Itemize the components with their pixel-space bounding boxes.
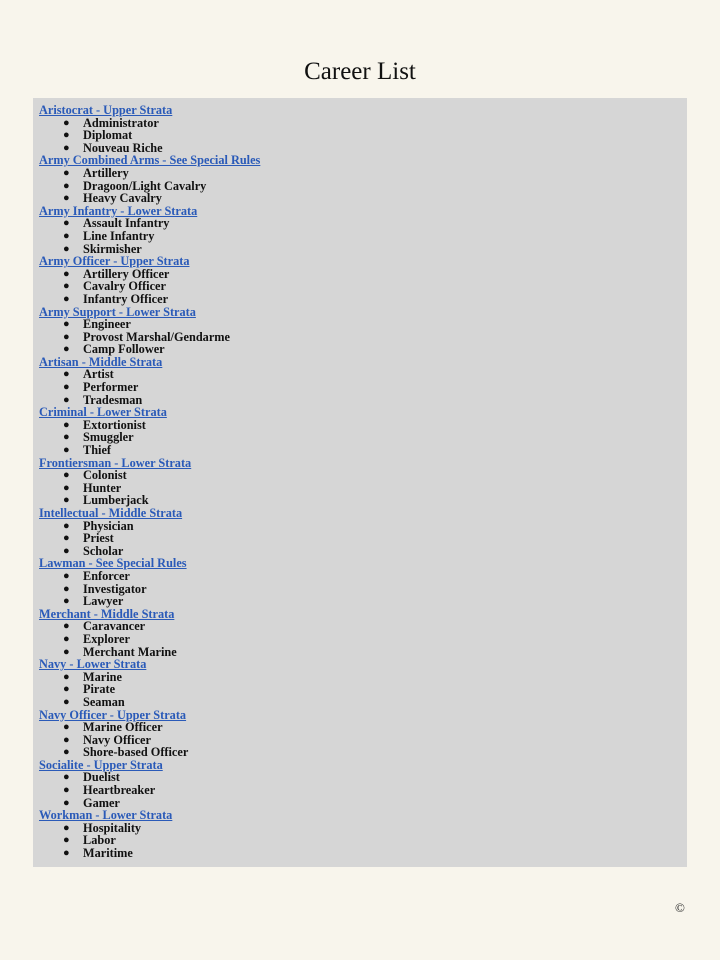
career-subitem <box>39 293 687 306</box>
career-subitem <box>39 646 687 659</box>
career-subitem-label: Lumberjack <box>83 493 149 508</box>
career-subitem-list <box>39 217 687 255</box>
career-heading-link[interactable]: Intellectual - Middle Strata <box>39 506 183 520</box>
career-subitem-list <box>39 268 687 306</box>
bullet-icon: ● <box>63 695 70 708</box>
bullet-icon: ● <box>63 129 70 142</box>
bullet-icon: ● <box>63 141 70 154</box>
career-subitem <box>39 142 687 155</box>
bullet-icon: ● <box>63 393 70 406</box>
career-subitem-label: Artillery Officer <box>83 266 170 281</box>
career-subitem-label: Explorer <box>83 631 130 646</box>
bullet-icon: ● <box>63 771 70 784</box>
career-subitem-label: Maritime <box>83 846 133 861</box>
career-subitem <box>39 797 687 810</box>
bullet-icon: ● <box>63 179 70 192</box>
bullet-icon: ● <box>63 267 70 280</box>
career-subitem <box>39 822 687 835</box>
career-heading-link[interactable]: Navy - Lower Strata <box>39 657 147 672</box>
career-heading-link[interactable]: Navy Officer - Upper Strata <box>39 707 187 722</box>
bullet-icon: ● <box>63 796 70 809</box>
bullet-icon: ● <box>63 494 70 507</box>
career-subitem-label: Colonist <box>83 468 127 483</box>
career-subitem <box>39 696 687 709</box>
bullet-icon: ● <box>63 217 70 230</box>
career-subitem <box>39 394 687 407</box>
bullet-icon: ● <box>63 620 70 633</box>
bullet-icon: ● <box>63 192 70 205</box>
career-subitem-label: Smuggler <box>83 430 134 445</box>
bullet-icon: ● <box>63 330 70 343</box>
career-subitem-label: Hospitality <box>83 820 142 835</box>
career-subitem-list <box>39 520 687 558</box>
career-subitem <box>39 243 687 256</box>
bullet-icon: ● <box>63 733 70 746</box>
bullet-icon: ● <box>63 645 70 658</box>
bullet-icon: ● <box>63 784 70 797</box>
career-subitem-label: Gamer <box>83 795 120 810</box>
bullet-icon: ● <box>63 229 70 242</box>
career-subitem-label: Skirmisher <box>83 241 142 256</box>
career-subitem-list <box>39 167 687 205</box>
career-heading-link[interactable]: Lawman - See Special Rules <box>39 556 187 571</box>
career-subitem-label: Merchant Marine <box>83 644 177 659</box>
career-subitem-list <box>39 620 687 658</box>
career-subitem-label: Line Infantry <box>83 228 155 243</box>
career-subitem-label: Shore-based Officer <box>83 745 189 760</box>
bullet-icon: ● <box>63 444 70 457</box>
career-subitem-label: Lawyer <box>83 594 124 609</box>
career-subitem <box>39 192 687 205</box>
career-subitem <box>39 431 687 444</box>
career-subitem <box>39 444 687 457</box>
career-subitem-label: Heavy Cavalry <box>83 191 162 206</box>
career-subitem-label: Dragoon/Light Cavalry <box>83 178 207 193</box>
career-subitem-label: Engineer <box>83 317 131 332</box>
career-subitem-label: Camp Follower <box>83 342 165 357</box>
career-subitem-list <box>39 318 687 356</box>
career-heading-link[interactable]: Criminal - Lower Strata <box>39 405 167 420</box>
career-subitem-label: Duelist <box>83 770 120 785</box>
copyright-symbol: © <box>675 900 685 915</box>
bullet-icon: ● <box>63 381 70 394</box>
bullet-icon: ● <box>63 292 70 305</box>
career-subitem-label: Scholar <box>83 543 124 558</box>
career-subitem-list <box>39 117 687 155</box>
career-subitem-label: Assault Infantry <box>83 216 170 231</box>
bullet-icon: ● <box>63 166 70 179</box>
career-subitem-label: Administrator <box>83 115 159 130</box>
bullet-icon: ● <box>63 569 70 582</box>
bullet-icon: ● <box>63 368 70 381</box>
career-subitem-label: Navy Officer <box>83 732 151 747</box>
career-subitem <box>39 671 687 684</box>
career-heading-link[interactable]: Aristocrat - Upper Strata <box>39 103 173 117</box>
career-subitem-list <box>39 771 687 809</box>
career-subitem-label: Investigator <box>83 581 147 596</box>
career-subitem-label: Heartbreaker <box>83 783 156 798</box>
career-heading-link[interactable]: Army Combined Arms - See Special Rules <box>39 153 261 168</box>
career-subitem-list <box>39 822 687 860</box>
career-subitem <box>39 583 687 596</box>
bullet-icon: ● <box>63 418 70 431</box>
career-subitem-label: Labor <box>83 833 116 848</box>
career-subitem <box>39 683 687 696</box>
bullet-icon: ● <box>63 318 70 331</box>
career-subitem-label: Thief <box>83 443 112 458</box>
bullet-icon: ● <box>63 343 70 356</box>
career-subitem <box>39 494 687 507</box>
career-subitem-list <box>39 368 687 406</box>
career-subitem <box>39 784 687 797</box>
career-subitem <box>39 620 687 633</box>
career-subitem-label: Artist <box>83 367 114 382</box>
bullet-icon: ● <box>63 721 70 734</box>
career-subitem <box>39 520 687 533</box>
career-heading-link[interactable]: Artisan - Middle Strata <box>39 354 163 369</box>
career-subitem <box>39 117 687 130</box>
career-subitem-list <box>39 721 687 759</box>
career-subitem <box>39 834 687 847</box>
career-heading-link[interactable]: Army Support - Lower Strata <box>39 304 196 319</box>
career-subitem-label: Marine Officer <box>83 720 163 735</box>
career-subitem <box>39 545 687 558</box>
career-subitem-list <box>39 570 687 608</box>
bullet-icon: ● <box>63 847 70 860</box>
career-subitem-label: Extortionist <box>83 417 146 432</box>
career-subitem <box>39 746 687 759</box>
career-subitem-label: Infantry Officer <box>83 291 169 306</box>
career-subitem <box>39 595 687 608</box>
bullet-icon: ● <box>63 595 70 608</box>
page-title: Career List <box>304 58 416 85</box>
bullet-icon: ● <box>63 746 70 759</box>
career-subitem-label: Physician <box>83 518 134 533</box>
bullet-icon: ● <box>63 469 70 482</box>
career-heading-link[interactable]: Army Officer - Upper Strata <box>39 254 190 269</box>
bullet-icon: ● <box>63 116 70 129</box>
bullet-icon: ● <box>63 683 70 696</box>
career-subitem-label: Caravancer <box>83 619 146 634</box>
career-subitem-list <box>39 419 687 457</box>
career-subitem <box>39 419 687 432</box>
career-subitem-label: Enforcer <box>83 568 130 583</box>
career-heading-link[interactable]: Merchant - Middle Strata <box>39 606 175 621</box>
career-heading-link[interactable]: Army Infantry - Lower Strata <box>39 203 198 218</box>
bullet-icon: ● <box>63 242 70 255</box>
career-subitem-label: Marine <box>83 669 122 684</box>
career-subitem <box>39 847 687 860</box>
bullet-icon: ● <box>63 544 70 557</box>
bullet-icon: ● <box>63 632 70 645</box>
career-subitem-label: Pirate <box>83 682 116 697</box>
career-subitem <box>39 343 687 356</box>
career-list-box <box>33 98 687 867</box>
bullet-icon: ● <box>63 532 70 545</box>
career-subitem-label: Seaman <box>83 694 125 709</box>
career-subitem-label: Provost Marshal/Gendarme <box>83 329 230 344</box>
career-subitem-label: Hunter <box>83 480 122 495</box>
bullet-icon: ● <box>63 481 70 494</box>
career-heading-link[interactable]: Workman - Lower Strata <box>39 808 173 823</box>
career-subitem-label: Performer <box>83 380 139 395</box>
career-subitem-label: Artillery <box>83 165 129 180</box>
career-heading-link[interactable]: Frontiersman - Lower Strata <box>39 455 192 470</box>
career-subitem-label: Diplomat <box>83 128 133 143</box>
career-subitem-label: Cavalry Officer <box>83 279 166 294</box>
bullet-icon: ● <box>63 834 70 847</box>
career-subitem <box>39 469 687 482</box>
career-subitem-list <box>39 671 687 709</box>
career-heading-link[interactable]: Socialite - Upper Strata <box>39 757 163 772</box>
career-subitem <box>39 532 687 545</box>
bullet-icon: ● <box>63 280 70 293</box>
bullet-icon: ● <box>63 519 70 532</box>
bullet-icon: ● <box>63 582 70 595</box>
career-subitem-label: Tradesman <box>83 392 143 407</box>
career-subitem-list <box>39 469 687 507</box>
bullet-icon: ● <box>63 431 70 444</box>
bullet-icon: ● <box>63 821 70 834</box>
career-subitem-label: Nouveau Riche <box>83 140 163 155</box>
career-subitem-label: Priest <box>83 531 114 546</box>
bullet-icon: ● <box>63 670 70 683</box>
